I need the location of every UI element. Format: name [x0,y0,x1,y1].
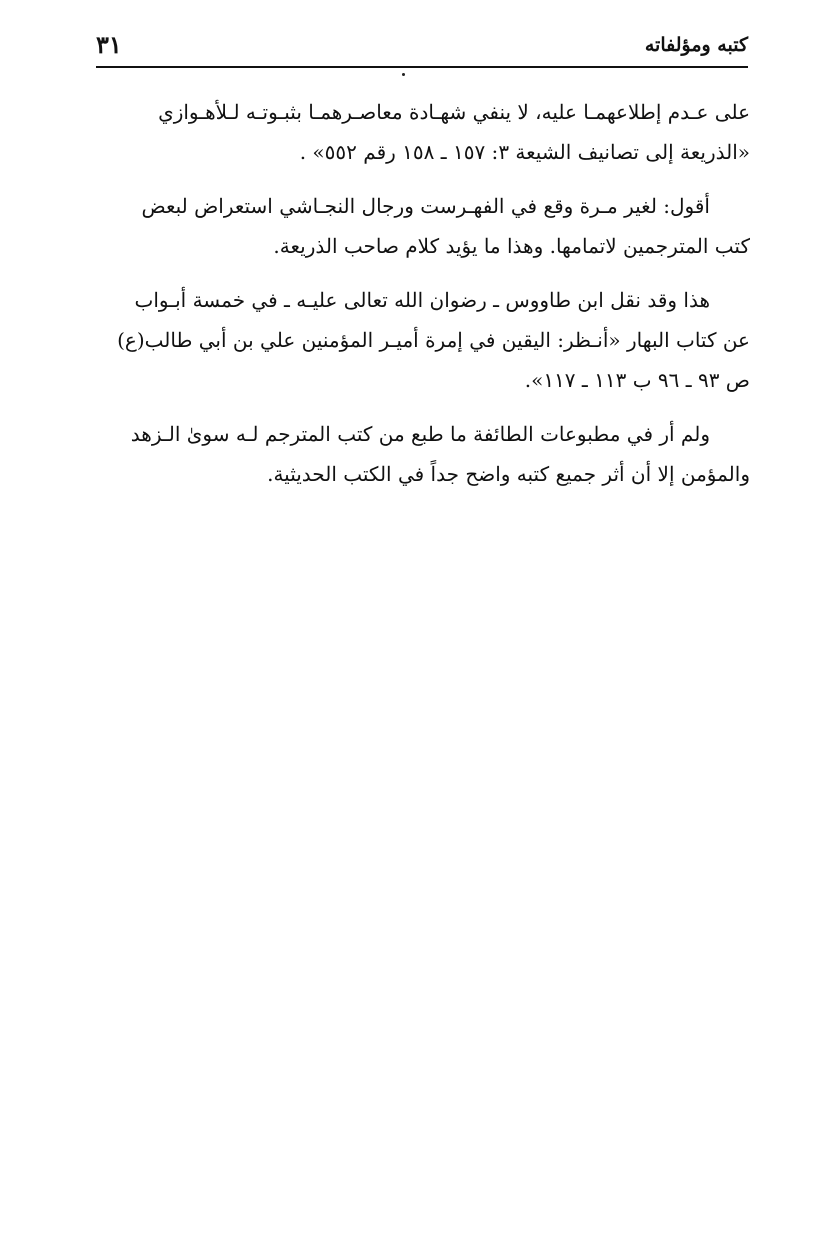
text-line: أقول: لغير مـرة وقع في الفهـرست ورجال النجـاشي استعراض لبعض [141,194,710,218]
page-number: ٣١ [96,30,122,59]
text-line: ص ٩٣ ـ ٩٦ ب ١١٣ ـ ١١٧». [524,368,750,392]
text-line: كتب المترجمين لاتمامها. وهذا ما يؤيد كلام صاحب الذريعة. [273,234,750,258]
paragraph-2 [88,186,750,266]
running-header [96,30,748,68]
text-line: عن كتاب البهار «أنـظر: اليقين في إمرة أميـر المؤمنين علي بن أبي طالب(ع) [117,328,750,352]
paragraph-1 [88,92,750,172]
paragraph-4 [88,414,750,494]
text-line: ولم أر في مطبوعات الطائفة ما طبع من كتب المترجم لـه سوىٰ الـزهد [130,422,710,446]
paragraph-3 [88,280,750,400]
text-line: «الذريعة إلى تصانيف الشيعة ٣: ١٥٧ ـ ١٥٨ رقم ٥٥٢» . [299,140,750,164]
text-line: والمؤمن إلا أن أثر جميع كتبه واضح جداً في الكتب الحديثية. [267,462,750,486]
header-title: كتبه ومؤلفاته [644,34,748,56]
header-dot-mark [402,73,405,76]
text-line: هذا وقد نقل ابن طاووس ـ رضوان الله تعالى عليـه ـ في خمسة أبـواب [134,288,710,312]
text-line: على عـدم إطلاعهمـا عليه، لا ينفي شهـادة معاصـرهمـا بثبـوتـه لـلأهـوازي [158,100,750,124]
body-text [88,92,750,508]
